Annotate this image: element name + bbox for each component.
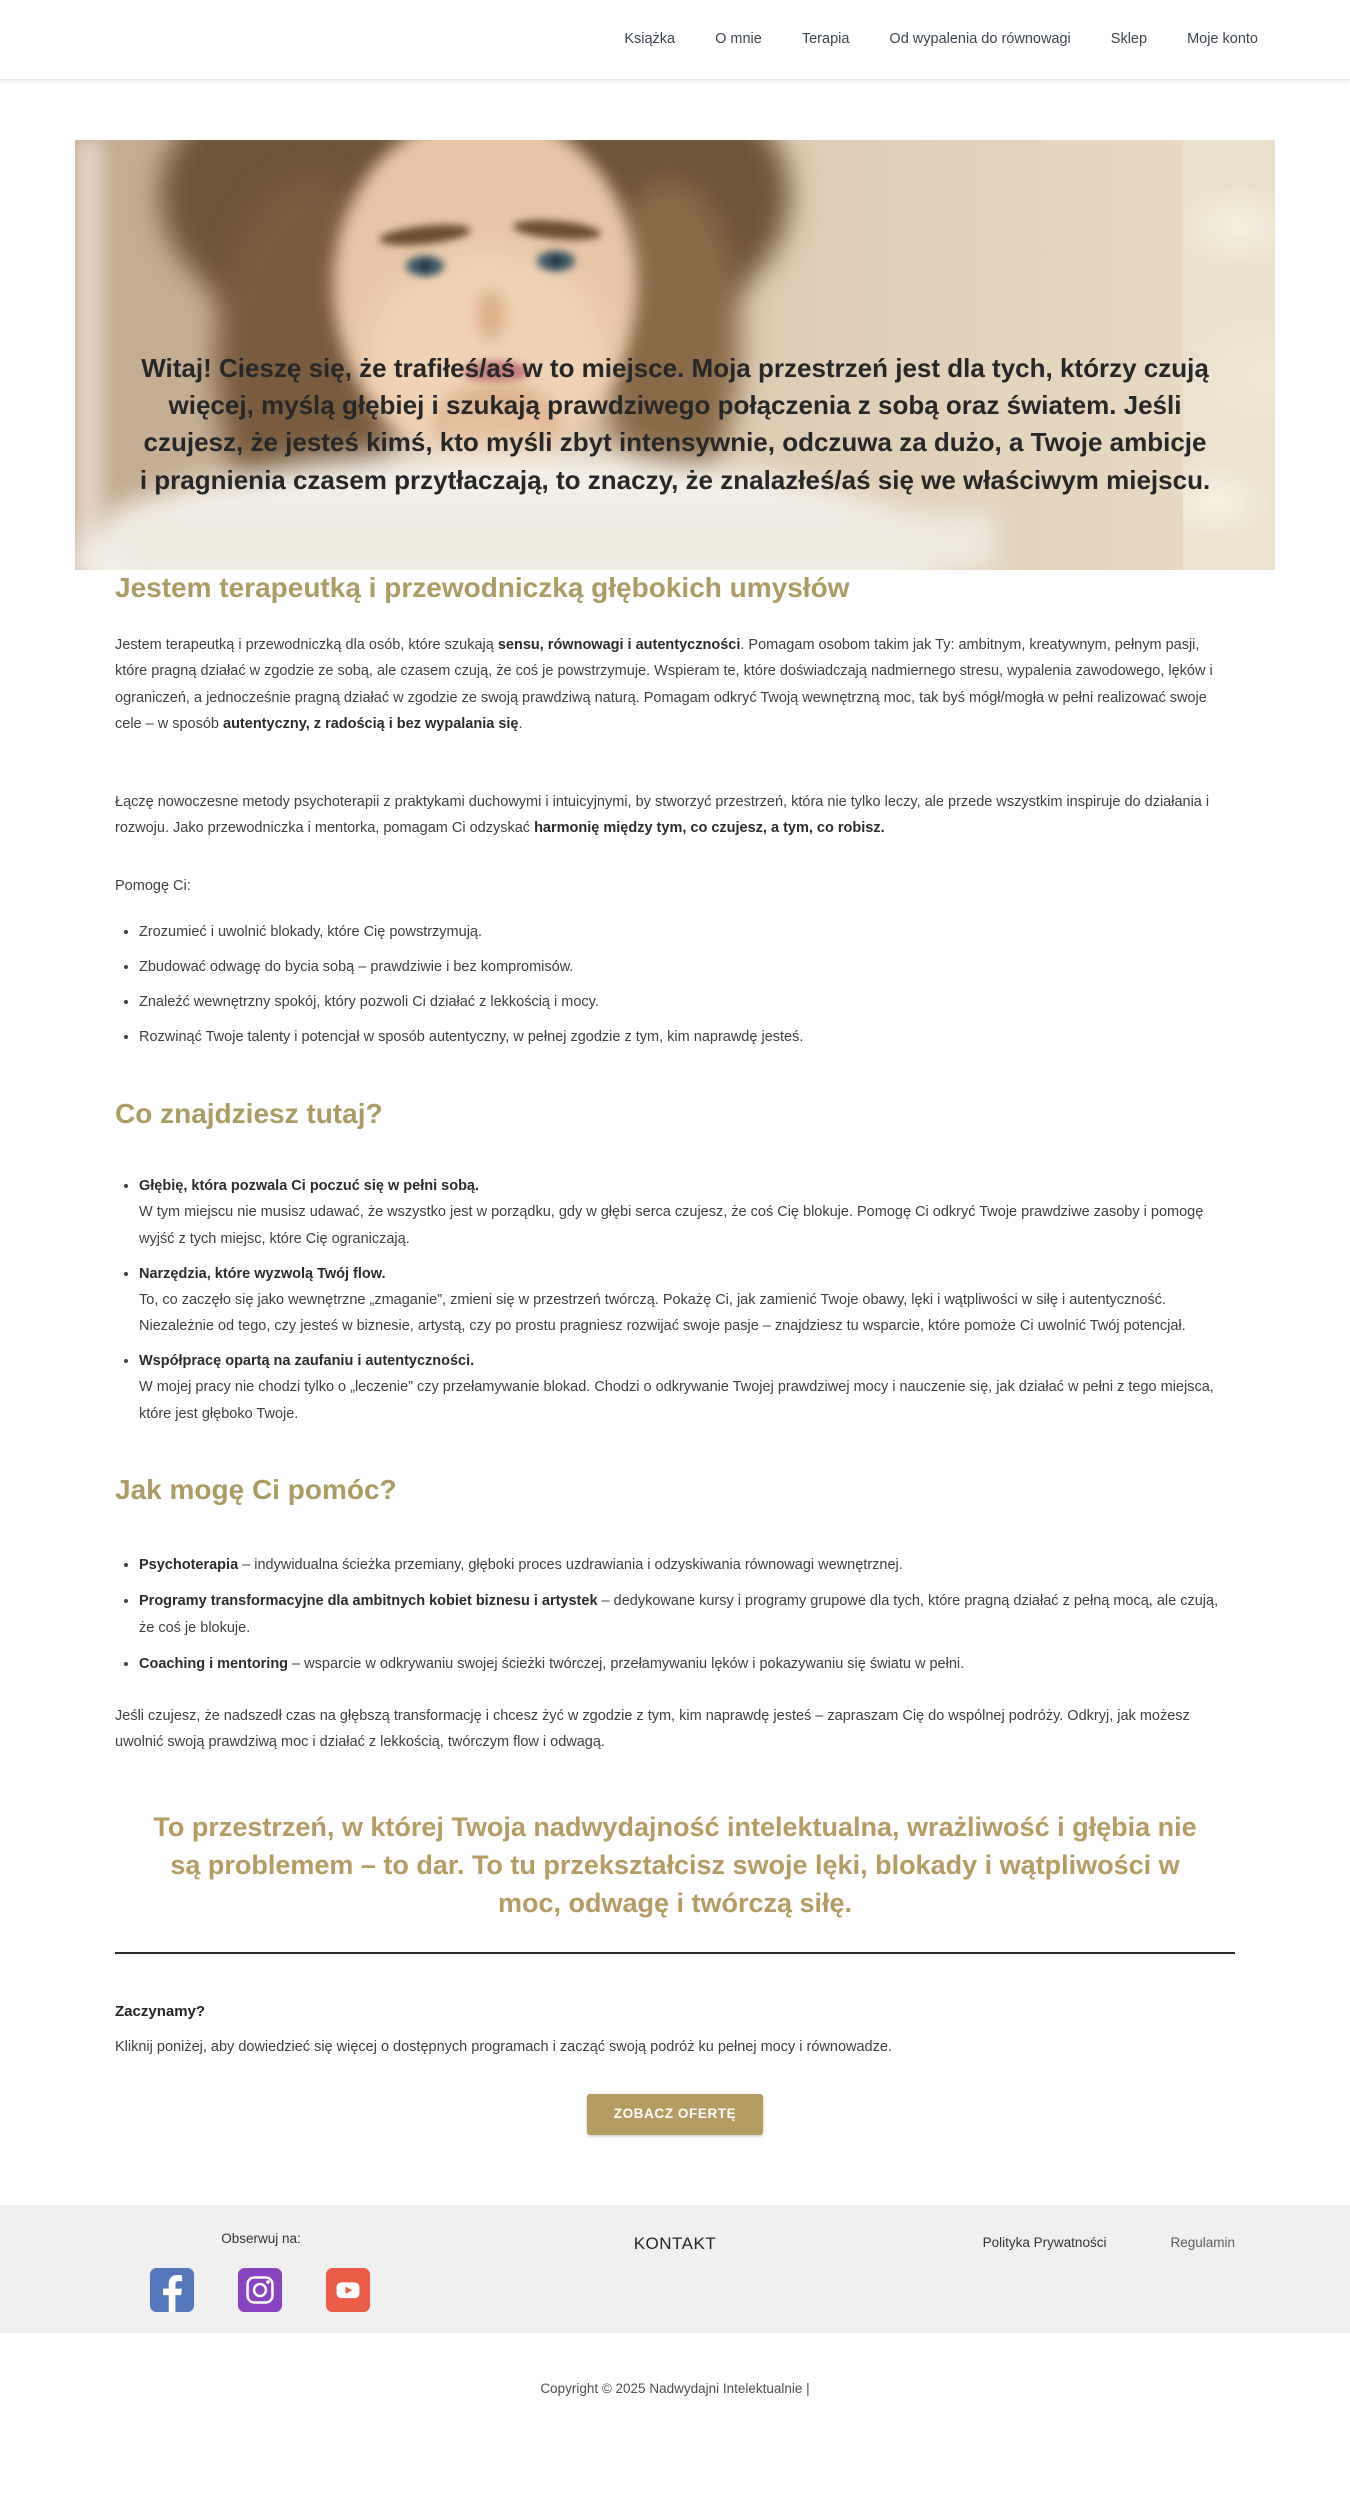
item-description: W tym miejscu nie musisz udawać, że wszystko jest w porządku, gdy w głębi serca czujesz, że coś Cię blokuje. Pomogę Ci odkryć Twoje prawdziwe zasoby i pomogę wyjść z tych miejsc, które Cię ograniczają. xyxy=(139,1203,1204,1247)
about-section xyxy=(115,570,1235,1050)
social-icons-row xyxy=(149,2267,373,2313)
about-paragraph-2 xyxy=(115,789,1235,841)
footer xyxy=(0,2205,1350,2444)
text-span: Jestem terapeutką i przewodniczką dla osób, które szukają xyxy=(115,637,498,654)
list-item xyxy=(139,1173,1235,1253)
bold-text: sensu, równowagi i autentyczności xyxy=(497,637,741,654)
follow-label: Obserwuj na: xyxy=(221,2230,301,2246)
offers-heading: Co znajdziesz tutaj? xyxy=(115,1098,383,1130)
bold-text: autentyczny, z radością i bez wypalania się xyxy=(223,715,519,732)
youtube-icon[interactable] xyxy=(325,2267,371,2313)
top-nav xyxy=(0,0,1350,80)
item-lead: Coaching i mentoring xyxy=(139,1655,289,1672)
list-item: • Znaleźć wewnętrzny spokój, który pozwoli Ci działać z lekkością i mocy. xyxy=(139,989,1235,1015)
list-item: • Rozwinąć Twoje talenty i potencjał w sposób autentyczny, w pełnej zgodzie z tym, kim naprawdę jesteś. xyxy=(139,1024,1235,1050)
item-rest: – wsparcie w odkrywaniu swojej ścieżki twórczej, przełamywaniu lęków i pokazywaniu się światu w pełni. xyxy=(288,1655,965,1672)
cta-heading: Zaczynamy? xyxy=(115,2003,206,2021)
bold-text: harmonię między tym, co czujesz, a tym, co robisz. xyxy=(534,819,885,836)
list-item xyxy=(139,1348,1235,1428)
item-title: Narzędzia, które wyzwolą Twój flow. xyxy=(139,1265,386,1282)
item-rest: – indywidualna ścieżka przemiany, głęboki proces uzdrawiania i odzyskiwania równowagi wewnętrznej. xyxy=(238,1557,903,1574)
text-span: . xyxy=(518,715,523,732)
nav-item-sklep[interactable]: Sklep xyxy=(1110,31,1148,48)
item-rest: – dedykowane kursy i programy grupowe dla tych, które pragną działać z pełną mocą, ale czują, że coś je blokuje. xyxy=(139,1593,1219,1636)
footer-contact-column xyxy=(488,2227,861,2260)
help-list xyxy=(115,919,1235,1050)
statement-text: To przestrzeń, w której Twoja nadwydajność intelektualna, wrażliwość i głębia nie są problemem – to dar. To tu przekształcisz swoje lęki, blokady i wątpliwości w moc, odwagę i twórczą siłę. xyxy=(153,1811,1197,1918)
item-title: Współpracę opartą na zaufaniu i autentyczności. xyxy=(139,1353,475,1370)
services-list xyxy=(115,1552,1235,1676)
nav-item-o-mnie[interactable]: O mnie xyxy=(715,31,762,48)
list-item xyxy=(139,1651,1235,1677)
cta-section xyxy=(115,1998,1235,2134)
list-item xyxy=(139,1588,1235,1640)
nav-item-ksiazka[interactable]: Książka xyxy=(624,31,676,48)
main-content xyxy=(115,570,1235,2135)
about-paragraph-1 xyxy=(115,632,1235,736)
nav-item-moje-konto[interactable]: Moje konto xyxy=(1187,31,1258,48)
nav-item-terapia[interactable]: Terapia xyxy=(801,31,850,48)
regulamin-link[interactable]: Regulamin xyxy=(1170,2234,1235,2250)
item-description: To, co zaczęło się jako wewnętrzne „zmaganie”, zmieni się w przestrzeń twórczą. Pokażę Ci, jak zamienić Twoje obawy, lęki i wątpliwości w siłę i autentyczność. Niezależnie od tego, czy jesteś w biznesie, artystą, czy po prostu pragniesz rozwijać swoje pasje – znajdziesz tu wsparcie, które pomoże Ci uwolnić Twój potencjał. xyxy=(139,1291,1186,1335)
item-description: W mojej pracy nie chodzi tylko o „leczenie” czy przełamywanie blokad. Chodzi o odkrywanie Twojej prawdziwej mocy i nauczenie się, jak działać w pełni z tego miejsca, które jest głęboko Twoje. xyxy=(139,1379,1214,1423)
text-span: Łączę nowoczesne metody psychoterapii z praktykami duchowymi i intuicyjnymi, by stworzyć przestrzeń, która nie tylko leczy, ale przede wszystkim inspiruje do działania i rozwoju. Jako przewodniczka i mentorka, pomagam Ci odzyskać xyxy=(115,793,1210,836)
divider xyxy=(115,1952,1235,1954)
list-item: • Zrozumieć i uwolnić blokady, które Cię powstrzymują. xyxy=(139,919,1235,945)
cta-button-row xyxy=(115,2094,1235,2134)
zobacz-oferte-button[interactable]: ZOBACZ OFERTĘ xyxy=(587,2094,764,2134)
hero-section xyxy=(75,140,1275,570)
list-item xyxy=(139,1261,1235,1341)
nav-item-od-wypalenia[interactable]: Od wypalenia do równowagi xyxy=(889,31,1071,48)
copyright: Copyright © 2025 Nadwydajni Intelektualnie | xyxy=(0,2333,1350,2443)
hero-welcome-text: Witaj! Cieszę się, że trafiłeś/aś w to miejsce. Moja przestrzeń jest dla tych, którzy czują więcej, myślą głębiej i szukają prawdziwego połączenia z sobą oraz światem. Jeśli czujesz, że jesteś kimś, kto myśli zbyt intensywnie, odczuwa za dużo, a Twoje ambicje i pragnienia czasem przytłaczają, to znaczy, że znalazłeś/aś się we właściwym miejscu. xyxy=(139,353,1211,495)
footer-links-column xyxy=(862,2227,1235,2255)
list-item: • Zbudować odwagę do bycia sobą – prawdziwie i bez kompromisów. xyxy=(139,954,1235,980)
services-closing: Jeśli czujesz, że nadszedł czas na głębszą transformację i chcesz żyć w zgodzie z tym, kim naprawdę jesteś – zapraszam Cię do wspólnej podróży. Odkryj, jak możesz uwolnić swoją prawdziwą moc i działać z lekkością, twórczym flow i odwagą. xyxy=(115,1707,1190,1750)
offers-list xyxy=(115,1173,1235,1428)
instagram-icon[interactable] xyxy=(237,2267,283,2313)
cta-text: Kliknij poniżej, aby dowiedzieć się więcej o dostępnych programach i zacząć swoją podróż ku pełnej mocy i równowadze. xyxy=(115,2039,892,2056)
facebook-icon[interactable] xyxy=(149,2267,195,2313)
text-span: . Pomagam osobom takim jak Ty: ambitnym, kreatywnym, pełnym pasji, które pragną działać w zgodzie ze sobą, ale czasem czują, że coś je powstrzymuje. Wspieram te, które doświadczają nadmiernego stresu, wypalenia zawodowego, lęków i ograniczeń, a jednocześnie pragną działać w zgodzie ze swoją prawdziwą naturą. Pomagam odkryć Twoją wewnętrzną moc, tak byś mógł/mogła w pełni realizować swoje cele – w sposób xyxy=(115,637,1213,732)
polityka-prywatnosci-link[interactable]: Polityka Prywatności xyxy=(982,2234,1107,2250)
item-lead: Programy transformacyjne dla ambitnych kobiet biznesu i artystek xyxy=(139,1593,598,1610)
footer-band xyxy=(0,2205,1350,2333)
item-lead: Psychoterapia xyxy=(139,1557,239,1574)
list-item xyxy=(139,1552,1235,1578)
offers-section xyxy=(115,1096,1235,1428)
help-intro: Pomogę Ci: xyxy=(115,877,191,894)
services-section xyxy=(115,1472,1235,1755)
about-heading: Jestem terapeutką i przewodniczką głębokich umysłów xyxy=(115,572,850,603)
kontakt-link[interactable]: KONTAKT xyxy=(633,2233,717,2253)
footer-social-column xyxy=(115,2227,488,2313)
footer-columns xyxy=(115,2227,1235,2313)
services-heading: Jak mogę Ci pomóc? xyxy=(115,1473,397,1505)
item-title: Głębię, która pozwala Ci poczuć się w pełni sobą. xyxy=(139,1177,480,1194)
